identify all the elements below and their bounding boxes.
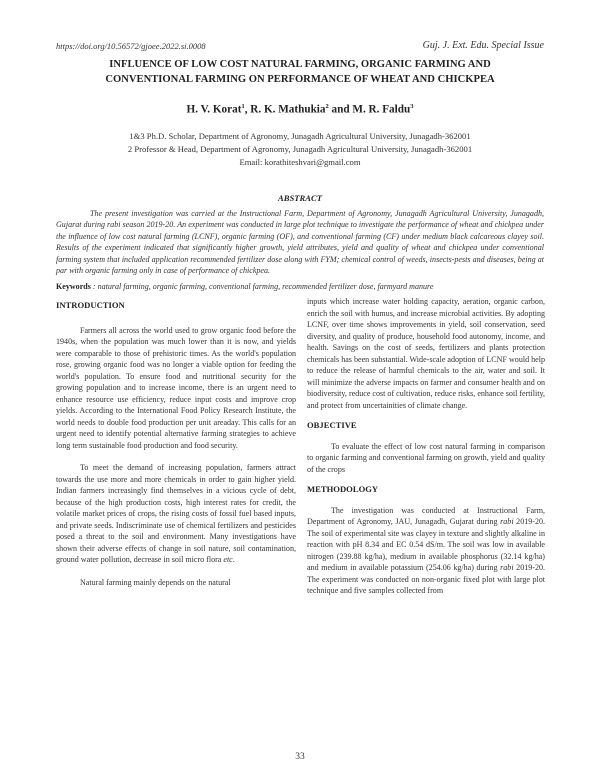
page-number: 33 [295, 752, 305, 762]
doi-link[interactable]: https://doi.org/10.56572/gjoee.2022.si.0008 [56, 41, 206, 51]
author-1-sup: 1 [241, 103, 245, 110]
abstract-heading: ABSTRACT [278, 193, 322, 203]
keywords-label: Keywords [56, 282, 91, 291]
author-2-sup: 2 [325, 103, 329, 110]
methodology-rabi-1: rabi [500, 517, 514, 526]
keywords-text: : natural farming, organic farming, conventional farming, recommended fertilizer dose, farmyard manure [90, 282, 434, 291]
author-2: R. K. Mathukia [250, 103, 326, 116]
objective-text: To evaluate the effect of low cost natural farming in comparison to organic farming and conventional farming on growth, yield and quality of the crops [307, 441, 545, 474]
intro-paragraph-3-continued: inputs which increase water holding capacity, aeration, organic carbon, enrich the soil with humus, and increase microbial activities. By adopting LCNF, over time shows improvements in yield, soil conservation, seed diversity, and quality of produce, household food autonomy, income, and health. Savings on the cost of seeds, fertilizers and plants protection chemicals has been substantial. Wide-scale adoption of LCNF would help to reduce the release of harmful chemicals to the air, water and soil. It will minimize the adverse impacts on farmer and consumer health and on biodiversity, reduce cost of cultivation, reduce risks, enhance soil fertility, and protect from uncertainities of climate change. [307, 297, 545, 410]
affiliations [56, 130, 544, 169]
affiliation-2: 2 Professor & Head, Department of Agronomy, Junagadh Agricultural University, Junagadh-362001 [127, 144, 473, 154]
abstract-text: The present investigation was carried at the Instructional Farm, Department of Agronomy, Junagadh Agricultural University, Junagadh, Gujarat during rabi season 2019-20. An experiment was conducted in large plot technique to investigate the performance of wheat and chickpea under the influence of low cost natural farming (LCNF), organic farming (OF), and conventional farming (CF) under medium black calcareous clayey soil. Results of the experiment indicated that significantly higher growth, yield attributes, yield and quality of wheat and chickpea under conventional farming system that included application recommended fertilizer dose along with FYM; chemical control of weeds, insects-pests and diseases, being at par with organic farming only in case of performance of chickpea. [56, 209, 544, 276]
intro-p2-end: . [232, 555, 235, 564]
author-1: H. V. Korat [186, 103, 242, 116]
left-column [56, 296, 296, 588]
paper-title [56, 57, 544, 87]
title-line-1: INFLUENCE OF LOW COST NATURAL FARMING, ORGANIC FARMING AND [109, 59, 491, 70]
keywords [56, 282, 560, 291]
methodology-heading: METHODOLOGY [307, 484, 379, 494]
title-line-2: CONVENTIONAL FARMING ON PERFORMANCE OF WHEAT AND CHICKPEA [105, 74, 495, 85]
author-email: Email: korathiteshvari@gmail.com [239, 157, 361, 167]
methodology-text-1: The investigation was conducted at Instructional Farm, Department of Agronomy, JAU, Junagadh, Gujarat during [307, 505, 545, 526]
author-sep: , [244, 103, 251, 116]
methodology-text [307, 505, 545, 597]
intro-p2-etc: etc [223, 555, 233, 564]
affiliation-1: 1&3 Ph.D. Scholar, Department of Agronomy, Junagadh Agricultural University, Junagadh-362001 [129, 131, 471, 141]
journal-name: Guj. J. Ext. Edu. Special Issue [422, 40, 544, 51]
intro-paragraph-2 [56, 462, 296, 566]
objective-heading: OBJECTIVE [307, 420, 357, 430]
right-column [307, 296, 545, 597]
methodology-text-2: 2019-20. The soil of experimental site was clayey in texture and slightly alkaline in reaction with pH 8.34 and EC 0.54 dS/m. The soil was low in available nitrogen (239.88 kg/ha), medium in available phosphorus (32.14 kg/ha) and medium in available potassium (254.06 kg/ha) during [307, 517, 545, 572]
author-list [56, 103, 544, 116]
author-3: M. R. Faldu [352, 103, 411, 116]
introduction-heading: INTRODUCTION [56, 300, 125, 310]
author-and: and [328, 103, 353, 116]
methodology-rabi-2: rabi [500, 563, 514, 572]
intro-paragraph-1: Farmers all across the world used to grow organic food before the 1940s, when the population was much lower than it is now, and yields were comparable to those of prehistoric times. As the world's population rose, growing organic food was no longer a viable option for feeding the world's population. To ensure food and nutritional security for the growing population and to increase income, there is an urgent need to enhance resource use efficiency, reduce input costs and improve crop yields. According to the International Food Policy Research Institute, the world needs to double food production per unit areaday. This calls for an urgent need to identify potential alternative farming strategies to achieve long term sustainable food production and food security. [56, 325, 296, 450]
intro-paragraph-3: Natural farming mainly depends on the natural [80, 577, 231, 587]
methodology-text-3: 2019-20. The experiment was conducted on non-organic fixed plot with large plot technique and five samples collected from [307, 563, 545, 595]
intro-p2-text: To meet the demand of increasing population, farmers attract towards the use more and more chemicals in order to gain higher yield. Indian farmers increasingly find themselves in a vicious cycle of debt, because of the high production costs, high interest rates for credit, the volatile market prices of crops, the rising costs of fossil fuel based inputs, and private seeds. Indiscriminate use of chemical fertilizers and pesticides posed a threat to the soil and environment. Many investigations have shown their adverse effects of change in soil nature, soil contamination, ground water pollution, decrease in soil micro flora [56, 463, 296, 564]
author-3-sup: 3 [410, 103, 414, 110]
